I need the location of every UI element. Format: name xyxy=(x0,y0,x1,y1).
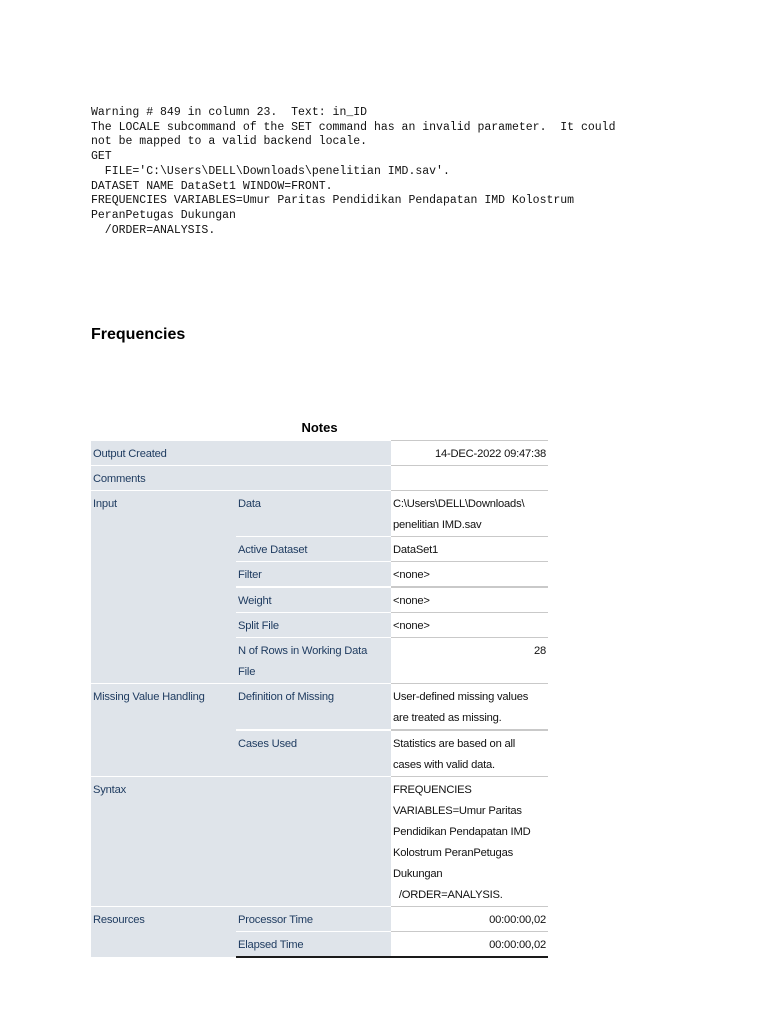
value-comments xyxy=(391,466,548,491)
syntax-line: Kolostrum PeranPetugas xyxy=(393,847,513,859)
syntax-line: FREQUENCIES xyxy=(393,784,472,796)
row-subheader-elapsed-time: Elapsed Time xyxy=(236,932,391,958)
value-split-file: <none> xyxy=(391,613,548,638)
table-row xyxy=(91,777,548,907)
notes-table xyxy=(91,440,548,958)
section-title: Frequencies xyxy=(91,326,186,343)
row-subheader-active-dataset: Active Dataset xyxy=(236,537,391,562)
row-header-output-created: Output Created xyxy=(91,441,391,466)
value-elapsed-time: 00:00:00,02 xyxy=(391,932,548,958)
syntax-line: /ORDER=ANALYSIS. xyxy=(393,889,503,901)
value-syntax xyxy=(391,777,548,907)
table-row xyxy=(91,684,548,731)
row-header-comments: Comments xyxy=(91,466,391,491)
log-line: not be mapped to a valid backend locale. xyxy=(91,135,368,149)
log-line: GET xyxy=(91,150,112,164)
log-line: DATASET NAME DataSet1 WINDOW=FRONT. xyxy=(91,179,333,193)
n-rows-label-line: N of Rows in Working Data xyxy=(238,645,368,657)
row-subheader-data: Data xyxy=(236,491,391,537)
value-definition-of-missing xyxy=(391,684,548,731)
log-line: PeranPetugas Dukungan xyxy=(91,208,236,222)
log-line: The LOCALE subcommand of the SET command has an invalid parameter. It could xyxy=(91,120,616,134)
log-line: /ORDER=ANALYSIS. xyxy=(91,223,216,237)
syntax-line: VARIABLES=Umur Paritas xyxy=(393,805,522,817)
log-line: FILE='C:\Users\DELL\Downloads\penelitian IMD.sav'. xyxy=(91,164,450,178)
row-subheader-weight: Weight xyxy=(236,587,391,613)
table-row xyxy=(91,907,548,932)
syntax-line: Pendidikan Pendapatan IMD xyxy=(393,826,531,838)
value-weight: <none> xyxy=(391,587,548,613)
table-row xyxy=(91,441,548,466)
row-subheader-cases-used: Cases Used xyxy=(236,730,391,777)
value-filter: <none> xyxy=(391,562,548,588)
value-data-line: C:\Users\DELL\Downloads\ xyxy=(393,498,525,510)
notes-table-title: Notes xyxy=(301,420,338,435)
row-header-input: Input xyxy=(91,491,236,684)
log-line: Warning # 849 in column 23. Text: in_ID xyxy=(91,106,368,119)
value-cases-used xyxy=(391,730,548,777)
n-rows-label-line: File xyxy=(238,666,256,678)
row-header-syntax: Syntax xyxy=(91,777,391,907)
definition-line: are treated as missing. xyxy=(393,712,502,724)
row-header-resources: Resources xyxy=(91,907,236,958)
row-header-missing-value-handling: Missing Value Handling xyxy=(91,684,236,777)
value-data-line: penelitian IMD.sav xyxy=(393,519,482,531)
row-subheader-n-rows xyxy=(236,638,391,684)
definition-line: User-defined missing values xyxy=(393,691,529,703)
cases-used-line: cases with valid data. xyxy=(393,759,495,771)
log-line: FREQUENCIES VARIABLES=Umur Paritas Pendidikan Pendapatan IMD Kolostrum xyxy=(91,194,575,208)
value-processor-time: 00:00:00,02 xyxy=(391,907,548,932)
value-output-created: 14-DEC-2022 09:47:38 xyxy=(391,441,548,466)
syntax-line: Dukungan xyxy=(393,868,443,880)
row-subheader-filter: Filter xyxy=(236,562,391,588)
row-subheader-processor-time: Processor Time xyxy=(236,907,391,932)
syntax-log xyxy=(91,106,616,238)
value-data xyxy=(391,491,548,537)
row-subheader-definition-of-missing: Definition of Missing xyxy=(236,684,391,731)
table-row xyxy=(91,466,548,491)
value-n-rows: 28 xyxy=(391,638,548,684)
cases-used-line: Statistics are based on all xyxy=(393,738,516,750)
table-row xyxy=(91,491,548,537)
row-subheader-split-file: Split File xyxy=(236,613,391,638)
value-active-dataset: DataSet1 xyxy=(391,537,548,562)
